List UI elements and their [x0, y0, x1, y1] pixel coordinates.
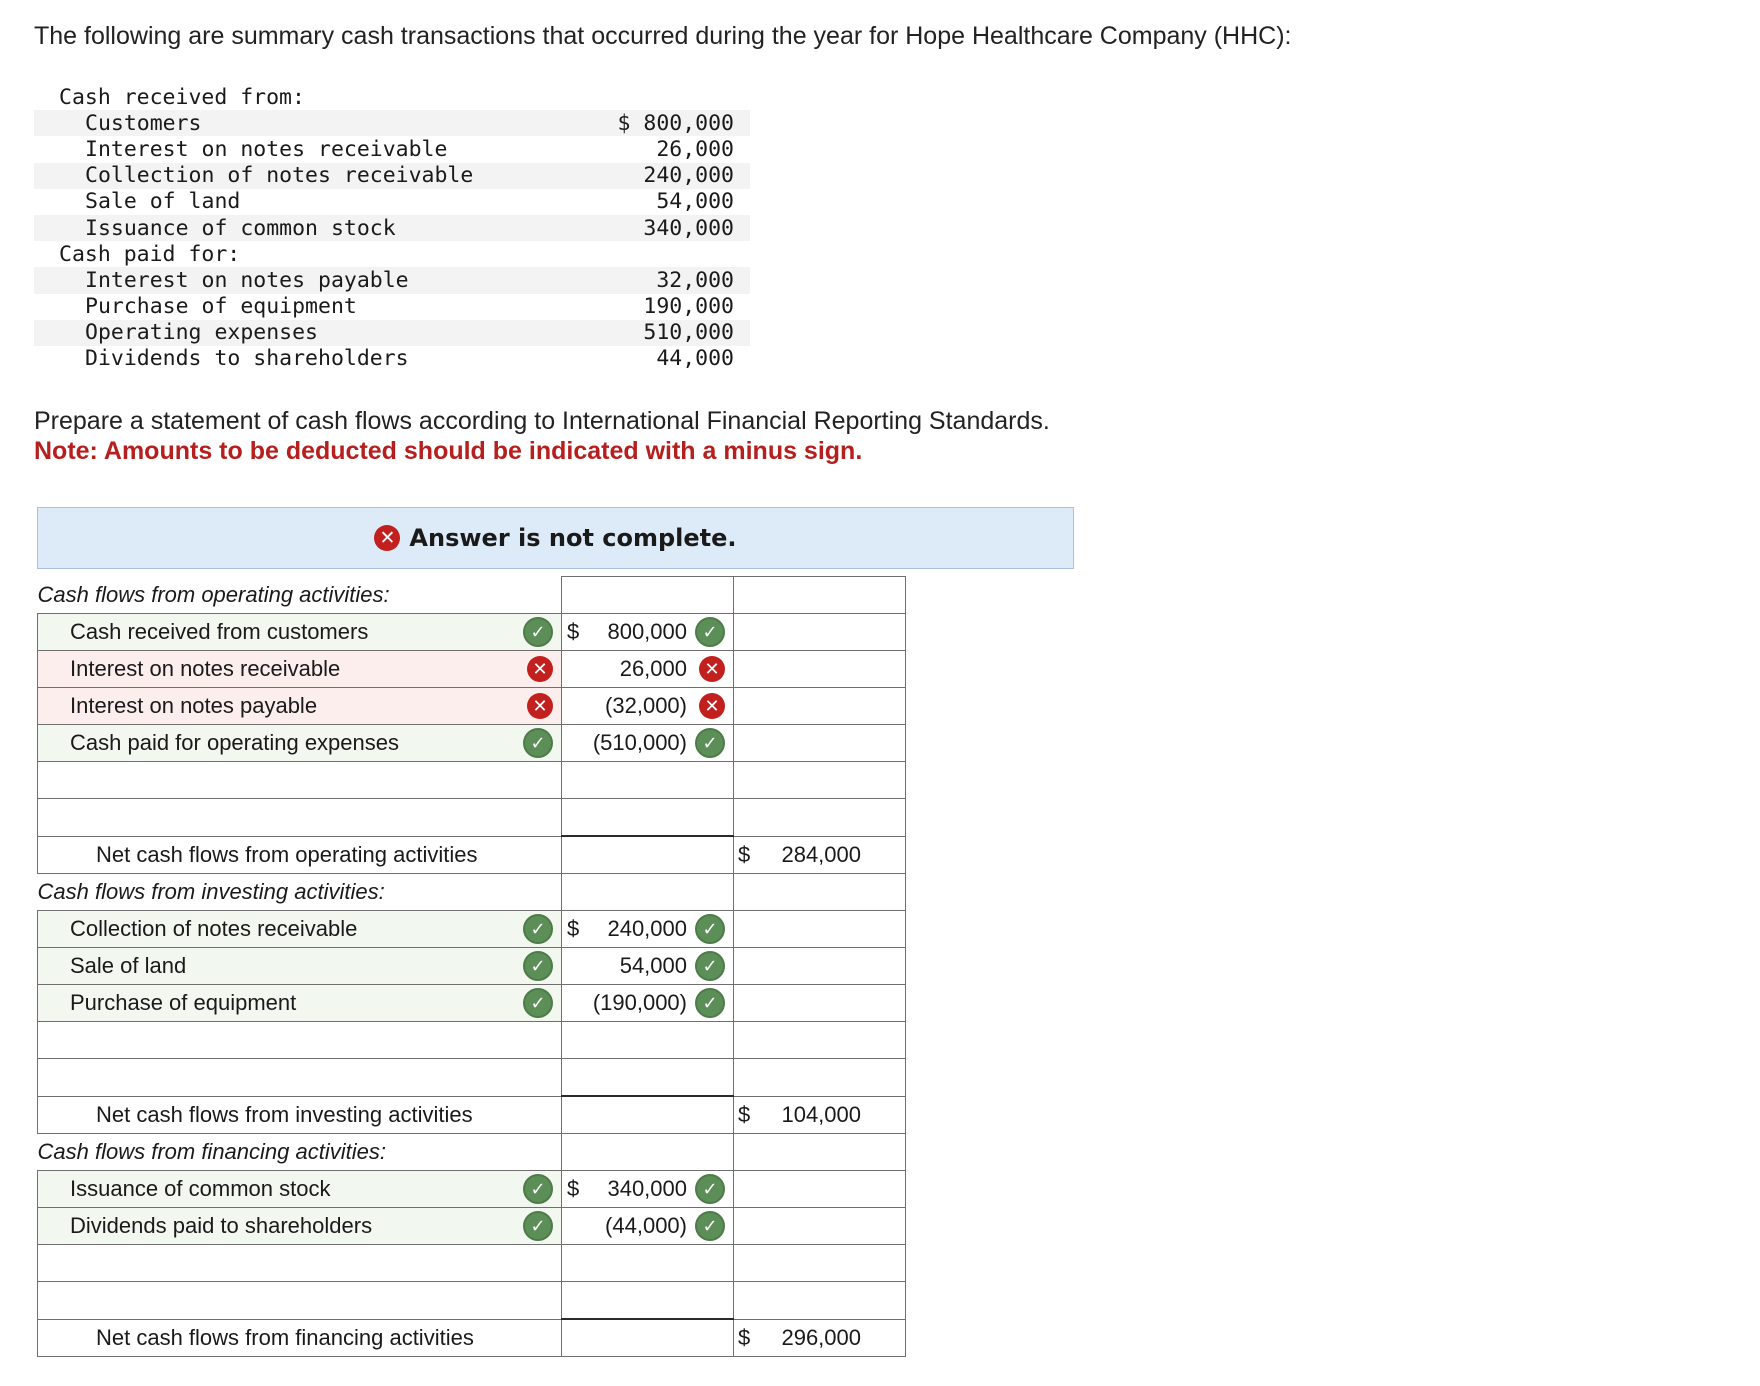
given-row: Dividends to shareholders 44,000	[85, 346, 734, 372]
amount-input[interactable]: (32,000) ✕	[562, 688, 734, 725]
given-row: Interest on notes receivable 26,000	[85, 136, 734, 162]
table-row	[38, 1208, 906, 1245]
account-select[interactable]: Cash paid for operating expenses ✓	[38, 725, 562, 762]
account-select[interactable]: Issuance of common stock ✓	[38, 1171, 562, 1208]
empty-row	[38, 1282, 906, 1320]
net-financing-amount: $ 296,000	[734, 1319, 906, 1357]
check-icon: ✓	[523, 914, 553, 944]
check-icon: ✓	[695, 1174, 725, 1204]
amount-input[interactable]: $ 240,000 ✓	[562, 911, 734, 948]
empty-row	[38, 762, 906, 799]
given-row: Interest on notes payable 32,000	[34, 267, 750, 293]
given-received-header: Cash received from:	[59, 84, 305, 110]
net-operating-label: Net cash flows from operating activities	[96, 841, 478, 867]
amount-input[interactable]	[562, 1022, 734, 1059]
net-total-row	[38, 1096, 906, 1134]
check-icon: ✓	[695, 914, 725, 944]
cash-flow-statement	[37, 576, 906, 1357]
amount-input[interactable]: 54,000 ✓	[562, 948, 734, 985]
account-select[interactable]: Interest on notes receivable ✕	[38, 651, 562, 688]
account-select[interactable]	[38, 1282, 562, 1320]
table-row	[38, 651, 906, 688]
given-row: Customers $ 800,000	[34, 110, 750, 136]
instructions	[34, 406, 1050, 466]
account-select[interactable]: Interest on notes payable ✕	[38, 688, 562, 725]
amount-input[interactable]	[562, 799, 734, 837]
given-transactions	[34, 84, 750, 372]
check-icon: ✓	[695, 988, 725, 1018]
table-row	[38, 985, 906, 1022]
check-icon: ✓	[695, 728, 725, 758]
net-investing-label: Net cash flows from investing activities	[96, 1101, 473, 1127]
check-icon: ✓	[695, 1211, 725, 1241]
given-row: Sale of land 54,000	[85, 189, 734, 215]
instruction-text: Prepare a statement of cash flows according to International Financial Reporting Standards.	[34, 407, 1050, 435]
amount-input[interactable]	[562, 762, 734, 799]
problem-intro: The following are summary cash transactions that occurred during the year for Hope Healthcare Company (HHC):	[34, 22, 1292, 50]
answer-status-banner	[37, 507, 1074, 569]
check-icon: ✓	[523, 617, 553, 647]
financing-header: Cash flows from financing activities:	[37, 1139, 386, 1164]
check-icon: ✓	[523, 728, 553, 758]
x-icon: ✕	[699, 693, 725, 719]
net-financing-label: Net cash flows from financing activities	[96, 1324, 474, 1350]
x-icon: ✕	[527, 693, 553, 719]
net-total-row	[38, 1319, 906, 1357]
account-select[interactable]	[38, 1059, 562, 1097]
net-operating-amount: $ 284,000	[734, 836, 906, 874]
account-select[interactable]: Sale of land ✓	[38, 948, 562, 985]
table-row	[38, 1171, 906, 1208]
check-icon: ✓	[523, 951, 553, 981]
given-row: Purchase of equipment 190,000	[85, 294, 734, 320]
given-paid-header: Cash paid for:	[59, 241, 241, 267]
amount-input[interactable]	[562, 1245, 734, 1282]
amount-input[interactable]	[562, 1282, 734, 1320]
amount-input[interactable]	[562, 1059, 734, 1097]
account-select[interactable]: Purchase of equipment ✓	[38, 985, 562, 1022]
instruction-note: Note: Amounts to be deducted should be indicated with a minus sign.	[34, 437, 863, 465]
account-select[interactable]	[38, 799, 562, 837]
amount-input[interactable]: $ 340,000 ✓	[562, 1171, 734, 1208]
table-row	[38, 911, 906, 948]
amount-input[interactable]: 26,000 ✕	[562, 651, 734, 688]
x-icon: ✕	[527, 656, 553, 682]
check-icon: ✓	[523, 988, 553, 1018]
investing-header: Cash flows from investing activities:	[37, 879, 385, 904]
given-row: Collection of notes receivable 240,000	[34, 163, 750, 189]
operating-header: Cash flows from operating activities:	[37, 581, 390, 607]
empty-row	[38, 1022, 906, 1059]
check-icon: ✓	[523, 1174, 553, 1204]
account-select[interactable]: Collection of notes receivable ✓	[38, 911, 562, 948]
amount-input[interactable]: $ 800,000 ✓	[562, 614, 734, 651]
check-icon: ✓	[695, 617, 725, 647]
empty-row	[38, 1245, 906, 1282]
check-icon: ✓	[523, 1211, 553, 1241]
empty-row	[38, 799, 906, 837]
amount-input[interactable]: (190,000) ✓	[562, 985, 734, 1022]
section-header-row	[38, 577, 906, 614]
check-icon: ✓	[695, 951, 725, 981]
amount-input[interactable]: (44,000) ✓	[562, 1208, 734, 1245]
net-investing-amount: $ 104,000	[734, 1096, 906, 1134]
account-select[interactable]: Dividends paid to shareholders ✓	[38, 1208, 562, 1245]
account-select[interactable]	[38, 762, 562, 799]
net-total-row	[38, 836, 906, 874]
amount-input[interactable]: (510,000) ✓	[562, 725, 734, 762]
table-row	[38, 725, 906, 762]
account-select[interactable]	[38, 1245, 562, 1282]
empty-row	[38, 1059, 906, 1097]
table-row	[38, 948, 906, 985]
given-row: Operating expenses 510,000	[34, 320, 750, 346]
given-row: Issuance of common stock 340,000	[34, 215, 750, 241]
section-header-row	[38, 1134, 906, 1171]
account-select[interactable]: Cash received from customers ✓	[38, 614, 562, 651]
x-icon: ✕	[699, 656, 725, 682]
answer-status-text: Answer is not complete.	[409, 524, 737, 552]
table-row	[38, 614, 906, 651]
account-select[interactable]	[38, 1022, 562, 1059]
x-circle-icon: ✕	[374, 525, 400, 551]
section-header-row	[38, 874, 906, 911]
table-row	[38, 688, 906, 725]
